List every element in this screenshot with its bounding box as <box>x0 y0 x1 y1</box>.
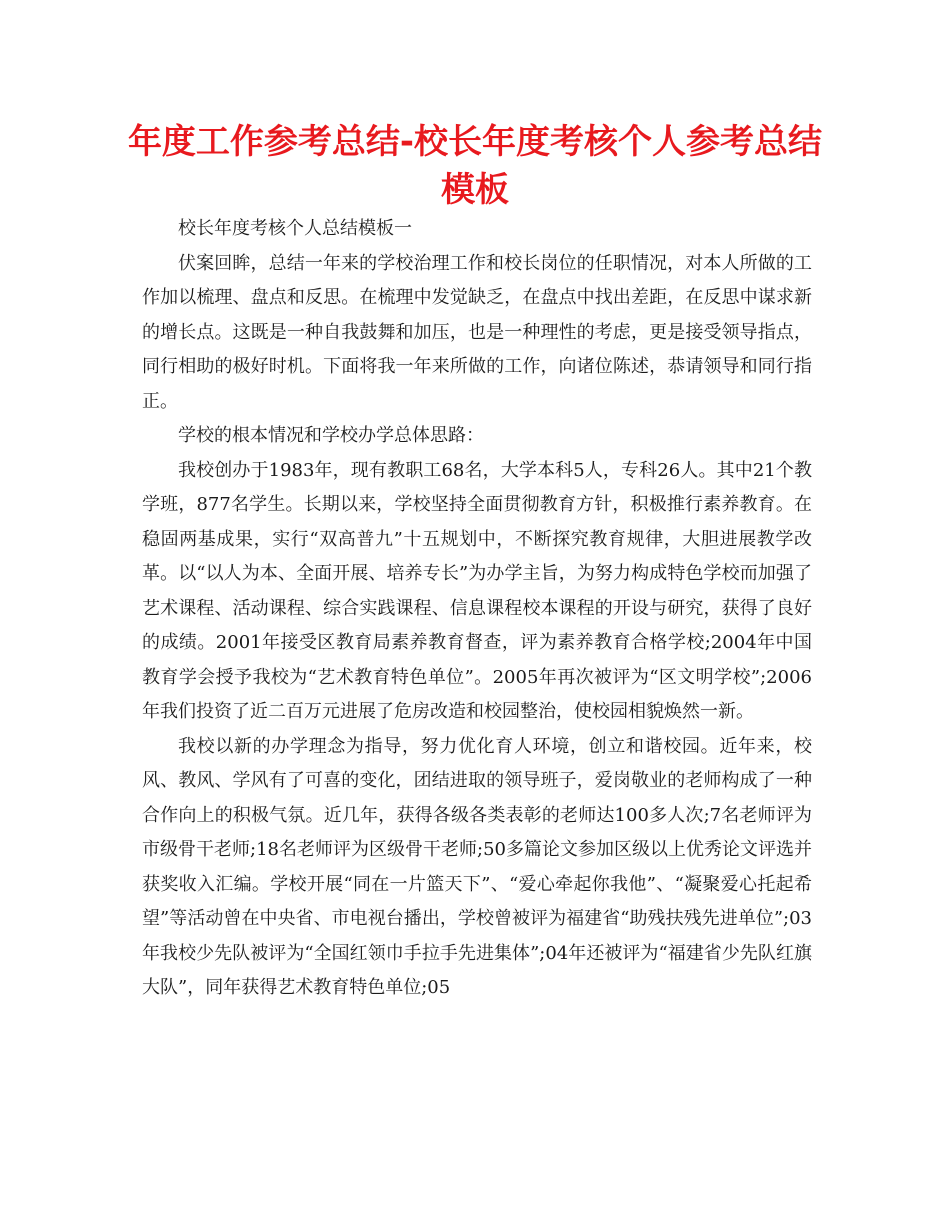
section-heading-paragraph: 学校的根本情况和学校办学总体思路： <box>178 425 484 446</box>
document-title: 年度工作参考总结-校长年度考核个人参考总结模板 <box>127 122 823 210</box>
subtitle-paragraph: 校长年度考核个人总结模板一 <box>178 218 412 239</box>
document-body <box>142 212 812 1006</box>
intro-paragraph: 伏案回眸，总结一年来的学校治理工作和校长岗位的任职情况，对本人所做的工作加以梳理、盘点和反思。在梳理中发觉缺乏，在盘点中找出差距，在反思中谋求新的增长点。这既是一种自我鼓舞和加压，也是一种理性的考虑，更是接受领导指点，同行相助的极好时机。下面将我一年来所做的工作，向诸位陈述，恭请领导和同行指正。 <box>142 252 812 412</box>
school-overview-paragraph: 我校创办于1983年，现有教职工68名，大学本科5人，专科26人。其中21个教学班，877名学生。长期以来，学校坚持全面贯彻教育方针，积极推行素养教育。在稳固两基成果，实行“双高普九”十五规划中，不断探究教育规律，大胆进展教学改革。以“以人为本、全面开展、培养专长”为办学主旨，为努力构成特色学校而加强了艺术课程、活动课程、综合实践课程、信息课程校本课程的开设与研究，获得了良好的成绩。2001年接受区教育局素养教育督查，评为素养教育合格学校;2004年中国教育学会授予我校为“艺术教育特色单位”。2005年再次被评为“区文明学校”;2006年我们投资了近二百万元进展了危房改造和校园整治，使校园相貌焕然一新。 <box>142 459 812 722</box>
achievements-paragraph: 我校以新的办学理念为指导，努力优化育人环境，创立和谐校园。近年来，校风、教风、学风有了可喜的变化，团结进取的领导班子，爱岗敬业的老师构成了一种合作向上的积极气氛。近几年，获得各级各类表彰的老师达100多人次;7名老师评为市级骨干老师;18名老师评为区级骨干老师;50多篇论文参加区级以上优秀论文评选并获奖收入汇编。学校开展“同在一片篮天下”、“爱心牵起你我他”、“凝聚爱心托起希望”等活动曾在中央省、市电视台播出，学校曾被评为福建省“助残扶残先进单位”;03年我校少先队被评为“全国红领巾手拉手先进集体”;04年还被评为“福建省少先队红旗大队”，同年获得艺术教育特色单位;05 <box>142 735 812 998</box>
